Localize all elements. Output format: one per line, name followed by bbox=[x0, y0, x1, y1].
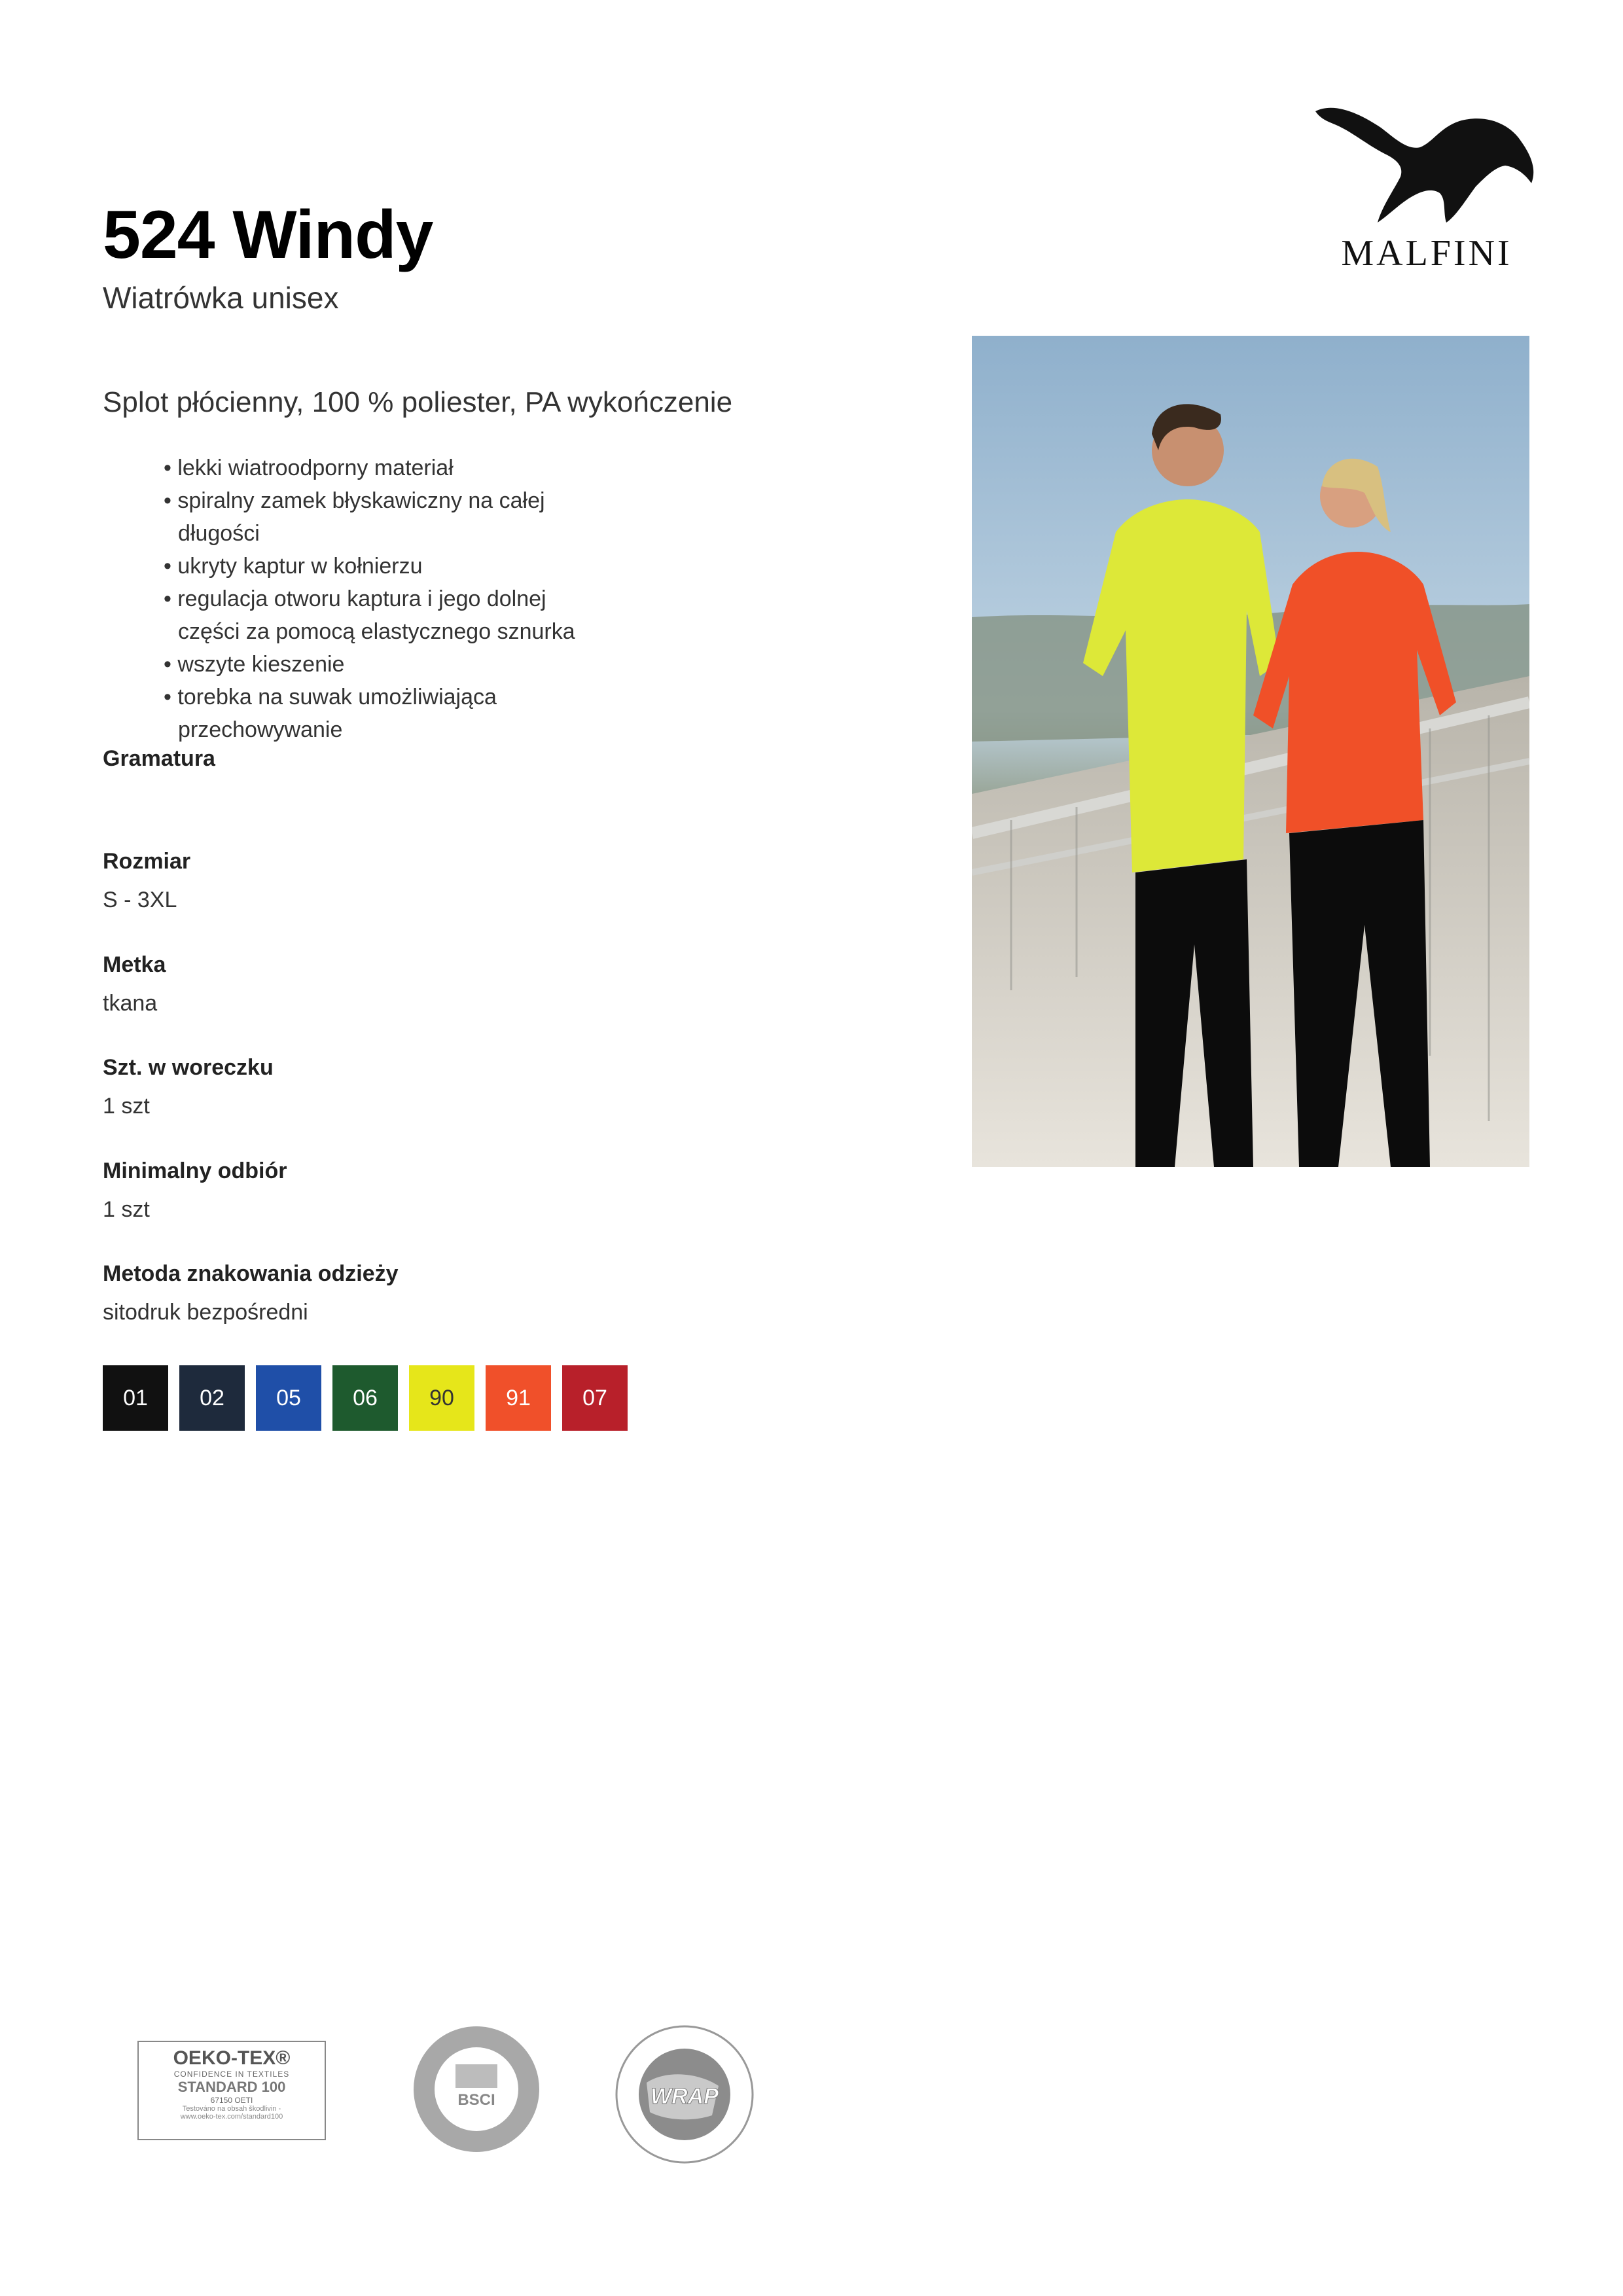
marking-method-value: sitodruk bezpośredni bbox=[103, 1300, 308, 1325]
marking-method-label: Metoda znakowania odzieży bbox=[103, 1261, 399, 1286]
bsci-badge bbox=[411, 2024, 542, 2155]
brand-name: MALFINI bbox=[1341, 233, 1512, 274]
eagle-icon bbox=[1309, 101, 1544, 226]
szt-value: 1 szt bbox=[103, 1094, 150, 1119]
oeko-standard: STANDARD 100 bbox=[177, 2079, 286, 2095]
min-order-value: 1 szt bbox=[103, 1197, 150, 1222]
metka-value: tkana bbox=[103, 991, 158, 1016]
gramatura-label: Gramatura bbox=[103, 746, 215, 771]
color-swatch[interactable]: 02 bbox=[179, 1365, 245, 1431]
oeko-tagline: CONFIDENCE IN TEXTILES bbox=[173, 2070, 290, 2079]
color-swatch[interactable]: 05 bbox=[256, 1365, 321, 1431]
feature-item: • wszyte kieszenie bbox=[164, 648, 582, 681]
oeko-tex-certificate bbox=[137, 2041, 326, 2140]
feature-list bbox=[164, 452, 582, 746]
feature-item: • lekki wiatroodporny materiał bbox=[164, 452, 582, 484]
material-description: Splot płócienny, 100 % poliester, PA wykończenie bbox=[103, 386, 733, 418]
oeko-note: Testováno na obsah škodlivin - bbox=[182, 2105, 281, 2113]
feature-item: • regulacja otworu kaptura i jego dolnej części za pomocą elastycznego sznurka bbox=[164, 583, 582, 648]
min-order-label: Minimalny odbiór bbox=[103, 1158, 287, 1183]
color-swatch[interactable]: 06 bbox=[332, 1365, 398, 1431]
oeko-url: www.oeko-tex.com/standard100 bbox=[180, 2113, 283, 2121]
oeko-number: 67150 OETI bbox=[210, 2096, 253, 2105]
oeko-title: OEKO-TEX® bbox=[173, 2047, 291, 2069]
wrap-badge bbox=[614, 2024, 755, 2165]
color-swatch[interactable]: 07 bbox=[562, 1365, 628, 1431]
color-swatch[interactable]: 90 bbox=[409, 1365, 474, 1431]
rozmiar-value: S - 3XL bbox=[103, 888, 177, 912]
color-swatch[interactable]: 91 bbox=[486, 1365, 551, 1431]
szt-label: Szt. w woreczku bbox=[103, 1055, 274, 1080]
product-subtitle: Wiatrówka unisex bbox=[103, 281, 339, 315]
color-swatch[interactable]: 01 bbox=[103, 1365, 168, 1431]
product-photo bbox=[972, 336, 1529, 1167]
metka-label: Metka bbox=[103, 952, 166, 977]
color-swatches bbox=[103, 1365, 628, 1431]
feature-item: • ukryty kaptur w kołnierzu bbox=[164, 550, 582, 583]
wrap-text: WRAP bbox=[651, 2084, 719, 2109]
product-title: 524 Windy bbox=[103, 197, 433, 273]
rozmiar-label: Rozmiar bbox=[103, 849, 191, 874]
brand-logo bbox=[1309, 101, 1544, 272]
feature-item: • spiralny zamek błyskawiczny na całej długości bbox=[164, 484, 582, 550]
bsci-text: BSCI bbox=[457, 2091, 495, 2109]
feature-item: • torebka na suwak umożliwiająca przechowywanie bbox=[164, 681, 582, 746]
